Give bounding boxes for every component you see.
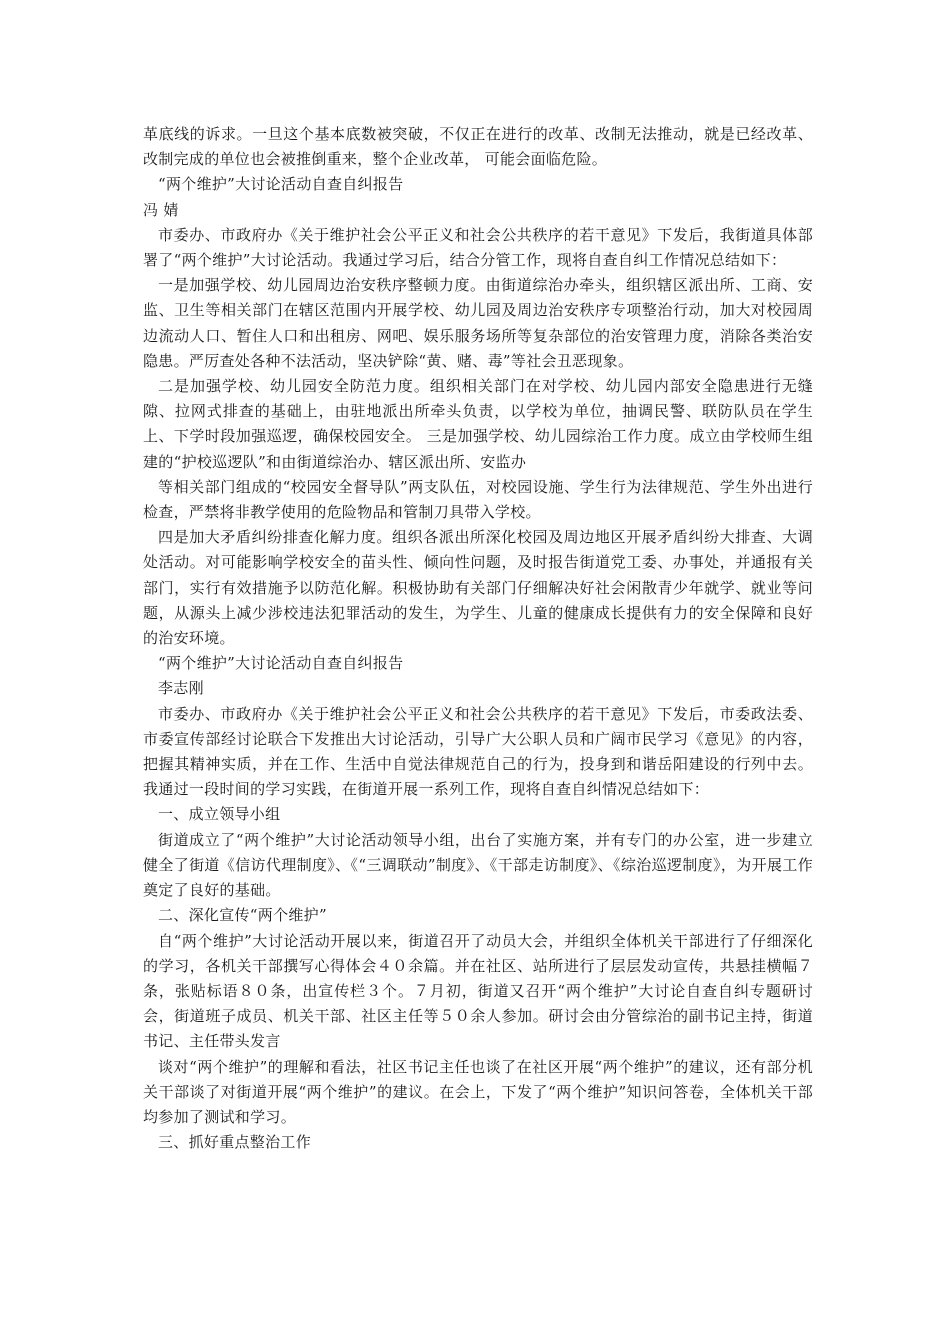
section-heading-3: 三、抓好重点整治工作 — [158, 1133, 312, 1152]
author-name-1: 冯 婧 — [143, 200, 179, 219]
section-heading-2: 二、深化宣传“两个维护” — [158, 906, 327, 925]
report-title-1: “两个维护”大讨论活动自查自纠报告 — [158, 175, 404, 194]
paragraph-point-2: 二是加强学校、幼儿园安全防范力度。组织相关部门在对学校、幼儿园内部安全隐患进行无缝隙、拉网式排查的基础上，由驻地派出所牵头负责，以学校为单位，抽调民警、联防队员在学生上、下学时段加强巡逻，确保校园安全。 三是加强学校、幼儿园综治工作力度。成立由学校师生组建的“护校巡逻队”和由街道综治办、辖区派出所、安监办 — [143, 377, 813, 471]
paragraph-continuation: 革底线的诉求。一旦这个基本底数被突破，不仅正在进行的改革、改制无法推动，就是已经改革、改制完成的单位也会被推倒重来，整个企业改革， 可能会面临危险。 — [143, 125, 813, 169]
author-name-2: 李志刚 — [158, 679, 204, 698]
paragraph-point-4: 四是加大矛盾纠纷排查化解力度。组织各派出所深化校园及周边地区开展矛盾纠纷大排查、大调处活动。对可能影响学校安全的苗头性、倾向性问题，及时报告街道党工委、办事处，并通报有关部门，实行有效措施予以防范化解。积极协助有关部门仔细解决好社会闲散青少年就学、就业等问题，从源头上减少涉校违法犯罪活动的发生，为学生、儿童的健康成长提供有力的安全保障和良好的治安环境。 — [143, 528, 813, 648]
paragraph-point-3-cont: 等相关部门组成的“校园安全督导队”两支队伍，对校园设施、学生行为法律规范、学生外出进行检查，严禁将非教学使用的危险物品和管制刀具带入学校。 — [143, 477, 813, 522]
paragraph-point-1: 一是加强学校、幼儿园周边治安秩序整顿力度。由街道综治办牵头，组织辖区派出所、工商、安监、卫生等相关部门在辖区范围内开展学校、幼儿园及周边治安秩序专项整治行动，加大对校园周边流动人口、暂住人口和出租房、网吧、娱乐服务场所等复杂部位的治安管理力度，消除各类治安隐患。严厉查处各种不法活动，坚决铲除“黄、赌、毒”等社会丑恶现象。 — [143, 276, 813, 370]
paragraph-section-2: 自“两个维护”大讨论活动开展以来，街道召开了动员大会，并组织全体机关干部进行了仔细深化的学习，各机关干部撰写心得体会４０余篇。并在社区、站所进行了层层发动宣传，共悬挂横幅７条，张贴标语８０条，出宣传栏３个。７月初，街道又召开“两个维护”大讨论自查自纠专题研讨会，街道班子成员、机关干部、社区主任等５０余人参加。研讨会由分管综治的副书记主持，街道书记、主任带头发言 — [143, 931, 813, 1051]
paragraph-intro-1: 市委办、市政府办《关于维护社会公平正义和社会公共秩序的若干意见》下发后，我街道具体部署了“两个维护”大讨论活动。我通过学习后，结合分管工作，现将自查自纠工作情况总结如下： — [143, 225, 813, 270]
paragraph-section-2-cont: 谈对“两个维护”的理解和看法，社区书记主任也谈了在社区开展“两个维护”的建议，还有部分机关干部谈了对街道开展“两个维护”的建议。在会上，下发了“两个维护”知识问答卷，全体机关干部均参加了测试和学习。 — [143, 1057, 813, 1126]
report-title-2: “两个维护”大讨论活动自查自纠报告 — [158, 654, 404, 673]
paragraph-section-1: 街道成立了“两个维护”大讨论活动领导小组，出台了实施方案，并有专门的办公室，进一步建立健全了街道《信访代理制度》、《“三调联动”制度》、《干部走访制度》、《综治巡逻制度》，为开展工作奠定了良好的基础。 — [143, 830, 813, 900]
section-heading-1: 一、成立领导小组 — [158, 805, 281, 824]
paragraph-intro-2: 市委办、市政府办《关于维护社会公平正义和社会公共秩序的若干意见》下发后，市委政法委、市委宣传部经讨论联合下发推出大讨论活动，引导广大公职人员和广阔市民学习《意见》的内容，把握其精神实质，并在工作、生活中自觉法律规范自己的行为，投身到和谐岳阳建设的行列中去。我通过一段时间的学习实践，在街道开展一系列工作，现将自查自纠情况总结如下： — [143, 704, 813, 799]
document-body — [143, 122, 813, 1155]
